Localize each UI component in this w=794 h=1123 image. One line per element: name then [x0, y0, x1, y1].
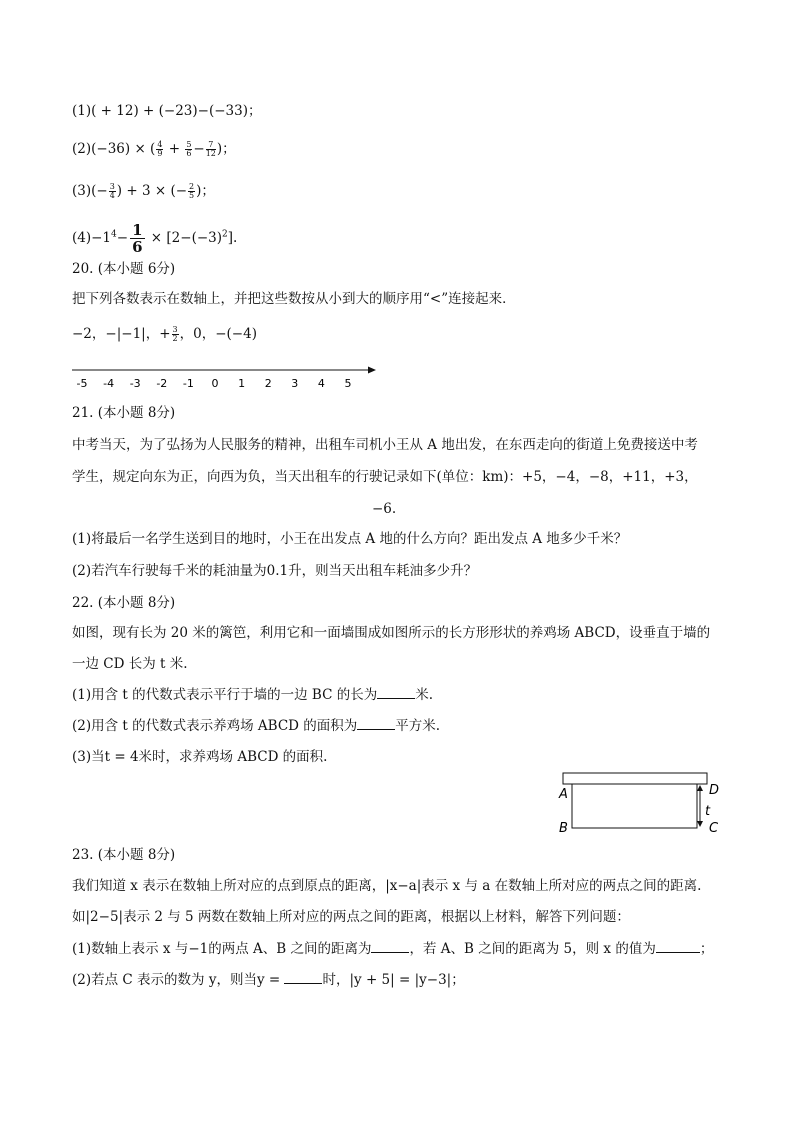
- fraction: $\frac{4}{9}$: [157, 140, 163, 158]
- q21-sub1: (1)将最后一名学生送到目的地时，小王在出发点 A 地的什么方向？距出发点 A 地多少千米？: [72, 531, 628, 547]
- tick-label: 3: [291, 377, 299, 390]
- answer-blank[interactable]: [371, 940, 409, 953]
- tick-label: -5: [76, 377, 88, 390]
- q23-sub1: (1)数轴上表示 x 与−1的两点 A、B 之间的距离为 ，若 A、B 之间的距离为 5，则 x 的值为 ；: [72, 941, 714, 957]
- tick-label: 5: [344, 377, 352, 390]
- fraction: $\frac{3}{4}$: [109, 182, 115, 200]
- fraction: $\frac{7}{12}$: [205, 140, 216, 158]
- q21-sub2: (2)若汽车行驶每千米的耗油量为0.1升，则当天出租车耗油多少升？: [72, 563, 478, 579]
- q20-instruction: 把下列各数表示在数轴上，并把这些数按从小到大的顺序用“<”连接起来．: [72, 291, 516, 307]
- q21-header: 21. (本小题 8分): [72, 405, 176, 421]
- q19-part4: $(4)-1^4-$ $\frac{1}{6}$ × $[2-(-3)^2]$.: [72, 221, 238, 256]
- label-t: t: [705, 804, 711, 819]
- tick-label: -1: [182, 377, 194, 390]
- q23-text-line1: 我们知道 x 表示在数轴上所对应的点到原点的距离，|x−a|表示 x 与 a 在数轴上所对应的两点之间的距离.: [72, 878, 702, 894]
- arrow-up-icon: [697, 785, 703, 791]
- tick-label: 4: [317, 377, 325, 390]
- tick-label: -3: [129, 377, 141, 390]
- q21-text-line2: 学生，规定向东为正，向西为负，当天出租车的行驶记录如下(单位：km)：+5，−4，−8，+11，+3，: [72, 469, 698, 485]
- q23-text-line2: 如|2−5|表示 2 与 5 两数在数轴上所对应的两点之间的距离，根据以上材料，解答下列问题：: [72, 909, 630, 925]
- tick-label: -2: [156, 377, 168, 390]
- chicken-farm-figure: [555, 770, 725, 840]
- label-A: A: [559, 787, 568, 802]
- wall: [563, 773, 707, 784]
- q22-header: 22. (本小题 8分): [72, 595, 176, 611]
- q22-text-line1: 如图，现有长为 20 米的篱笆，利用它和一面墙围成如图所示的长方形形状的养鸡场 ABCD，设垂直于墙的: [72, 625, 711, 641]
- answer-blank[interactable]: [357, 717, 395, 730]
- answer-blank[interactable]: [656, 940, 700, 953]
- fraction: $\frac{2}{5}$: [189, 182, 195, 200]
- q21-text-line3: −6.: [372, 501, 397, 517]
- arrow-down-icon: [697, 821, 703, 827]
- fraction: $\frac{1}{6}$: [132, 221, 143, 256]
- fraction: $\frac{3}{2}$: [172, 325, 178, 343]
- q21-text-line1: 中考当天，为了弘扬为人民服务的精神，出租车司机小王从 A 地出发，在东西走向的街道上免费接送中考: [72, 437, 698, 453]
- q19-part1: (1)( + 12) + (−23)−(−33)；: [72, 103, 262, 119]
- tick-label: -4: [103, 377, 115, 390]
- q23-sub2: (2)若点 C 表示的数为 y，则当y = 时，|y + 5| = |y−3|；: [72, 972, 465, 988]
- q23-header: 23. (本小题 8分): [72, 847, 176, 863]
- arrow-icon: [368, 367, 376, 374]
- fence-rectangle: [572, 784, 697, 828]
- label-B: B: [559, 821, 568, 836]
- answer-blank[interactable]: [377, 686, 415, 699]
- q22-sub3: (3)当t = 4米时，求养鸡场 ABCD 的面积.: [72, 749, 328, 765]
- q22-sub1: (1)用含 t 的代数式表示平行于墙的一边 BC 的长为 米.: [72, 687, 434, 703]
- tick-label: 2: [264, 377, 272, 390]
- tick-label: 1: [238, 377, 246, 390]
- fraction: $\frac{5}{6}$: [186, 140, 192, 158]
- number-line: [70, 360, 390, 392]
- q22-text-line2: 一边 CD 长为 t 米.: [72, 656, 188, 672]
- label-C: C: [709, 821, 719, 836]
- answer-blank[interactable]: [284, 971, 322, 984]
- label-D: D: [709, 783, 720, 798]
- tick-label: 0: [211, 377, 219, 390]
- q19-part2: (2)(−36) × ( $\frac{4}{9}$ + $\frac{5}{6}$ − $\frac{7}{12}$ )；: [72, 140, 236, 158]
- q19-part3: (3)(− $\frac{3}{4}$ ) + 3 × (− $\frac{2}{5}$ )；: [72, 182, 215, 200]
- q20-header: 20. (本小题 6分): [72, 261, 176, 277]
- q22-sub2: (2)用含 t 的代数式表示养鸡场 ABCD 的面积为 平方米.: [72, 718, 441, 734]
- q20-numbers: −2，−|−1|，+ $\frac{3}{2}$ ，0，−(−4): [72, 325, 257, 343]
